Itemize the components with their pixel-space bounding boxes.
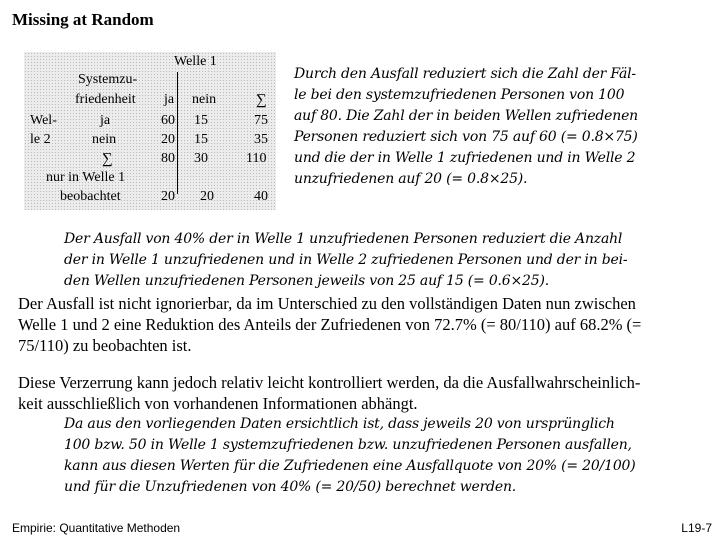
text-line: kann aus diesen Werten für die Zufriedenen eine Ausfallquote von 20% (= 20/100) (64, 458, 636, 474)
text-line: auf 80. Die Zahl der in beiden Wellen zufriedenen (294, 108, 638, 124)
footer-left: Empirie: Quantitative Methoden (12, 521, 181, 535)
table-row-sum-label: ∑ (102, 151, 113, 167)
text-line: der in Welle 1 unzufriedenen und in Welle 2 zufriedenen Personen und der in bei- (64, 252, 628, 268)
table-cell: 15 (194, 132, 208, 147)
table-row-nur-2: beobachtet (60, 189, 121, 204)
text-line: Der Ausfall ist nicht ignorierbar, da im Unterschied zu den vollständigen Daten nun zwischen (18, 294, 636, 313)
table-col-ja: ja (164, 92, 175, 107)
table-row-welle2-1: Wel- (30, 113, 57, 128)
table-header-welle1: Welle 1 (174, 54, 217, 69)
text-line: 100 bzw. 50 in Welle 1 systemzufriedenen bzw. unzufriedenen Personen ausfallen, (64, 437, 632, 453)
table-cell: 15 (194, 113, 208, 128)
text-line: und für die Unzufriedenen von 40% (= 20/50) berechnet werden. (64, 479, 517, 495)
table-divider (177, 72, 178, 194)
table-row-nur-1: nur in Welle 1 (46, 170, 126, 185)
table-row-welle2-2: le 2 (30, 132, 51, 147)
side-explanation (294, 64, 704, 190)
table-cell: 110 (246, 151, 267, 166)
indented-block-1 (64, 229, 627, 292)
table-header-systemzu-2: friedenheit (75, 92, 136, 107)
table-cell: 40 (254, 189, 268, 204)
text-line: Durch den Ausfall reduziert sich die Zahl der Fäl- (294, 66, 636, 82)
table-cell: 35 (254, 132, 268, 147)
contingency-table (24, 52, 276, 210)
indented-block-2 (64, 414, 636, 498)
text-line: unzufriedenen auf 20 (= 0.8×25). (294, 171, 528, 187)
text-line: und die der in Welle 1 zufriedenen und in Welle 2 (294, 150, 636, 166)
text-line: le bei den systemzufriedenen Personen von 100 (294, 87, 625, 103)
table-cell: 20 (161, 132, 175, 147)
paragraph-2 (18, 372, 708, 414)
table-row-ja-label: ja (100, 113, 111, 128)
footer-page-number: L19-7 (681, 521, 712, 535)
table-cell: 75 (254, 113, 268, 128)
text-line: den Wellen unzufriedenen Personen jeweils von 25 auf 15 (= 0.6×25). (64, 273, 549, 289)
text-line: Welle 1 und 2 eine Reduktion des Anteils der Zufriedenen von 72.7% (= 80/110) auf 68.2% (= (18, 315, 642, 334)
table-header-systemzu-1: Systemzu- (78, 72, 138, 87)
text-line: Der Ausfall von 40% der in Welle 1 unzufriedenen Personen reduziert die Anzahl (64, 231, 623, 247)
text-line: Diese Verzerrung kann jedoch relativ leicht kontrolliert werden, da die Ausfallwahrscheinlich- (18, 373, 641, 392)
text-line: Da aus den vorliegenden Daten ersichtlich ist, dass jeweils 20 von ursprünglich (64, 416, 615, 432)
table-cell: 80 (161, 151, 175, 166)
paragraph-1 (18, 293, 708, 356)
table-col-sum: ∑ (256, 92, 267, 108)
table-col-nein: nein (192, 92, 217, 107)
table-cell: 20 (161, 189, 175, 204)
table-row-nein-label: nein (92, 132, 117, 147)
table-cell: 20 (200, 189, 214, 204)
slide-title: Missing at Random (12, 10, 154, 29)
text-line: 75/110) zu beobachten ist. (18, 336, 192, 355)
table-cell: 30 (194, 151, 208, 166)
table-cell: 60 (161, 113, 175, 128)
text-line: Personen reduziert sich von 75 auf 60 (= 0.8×75) (294, 129, 638, 145)
text-line: keit ausschließlich von vorhandenen Informationen abhängt. (18, 394, 418, 413)
